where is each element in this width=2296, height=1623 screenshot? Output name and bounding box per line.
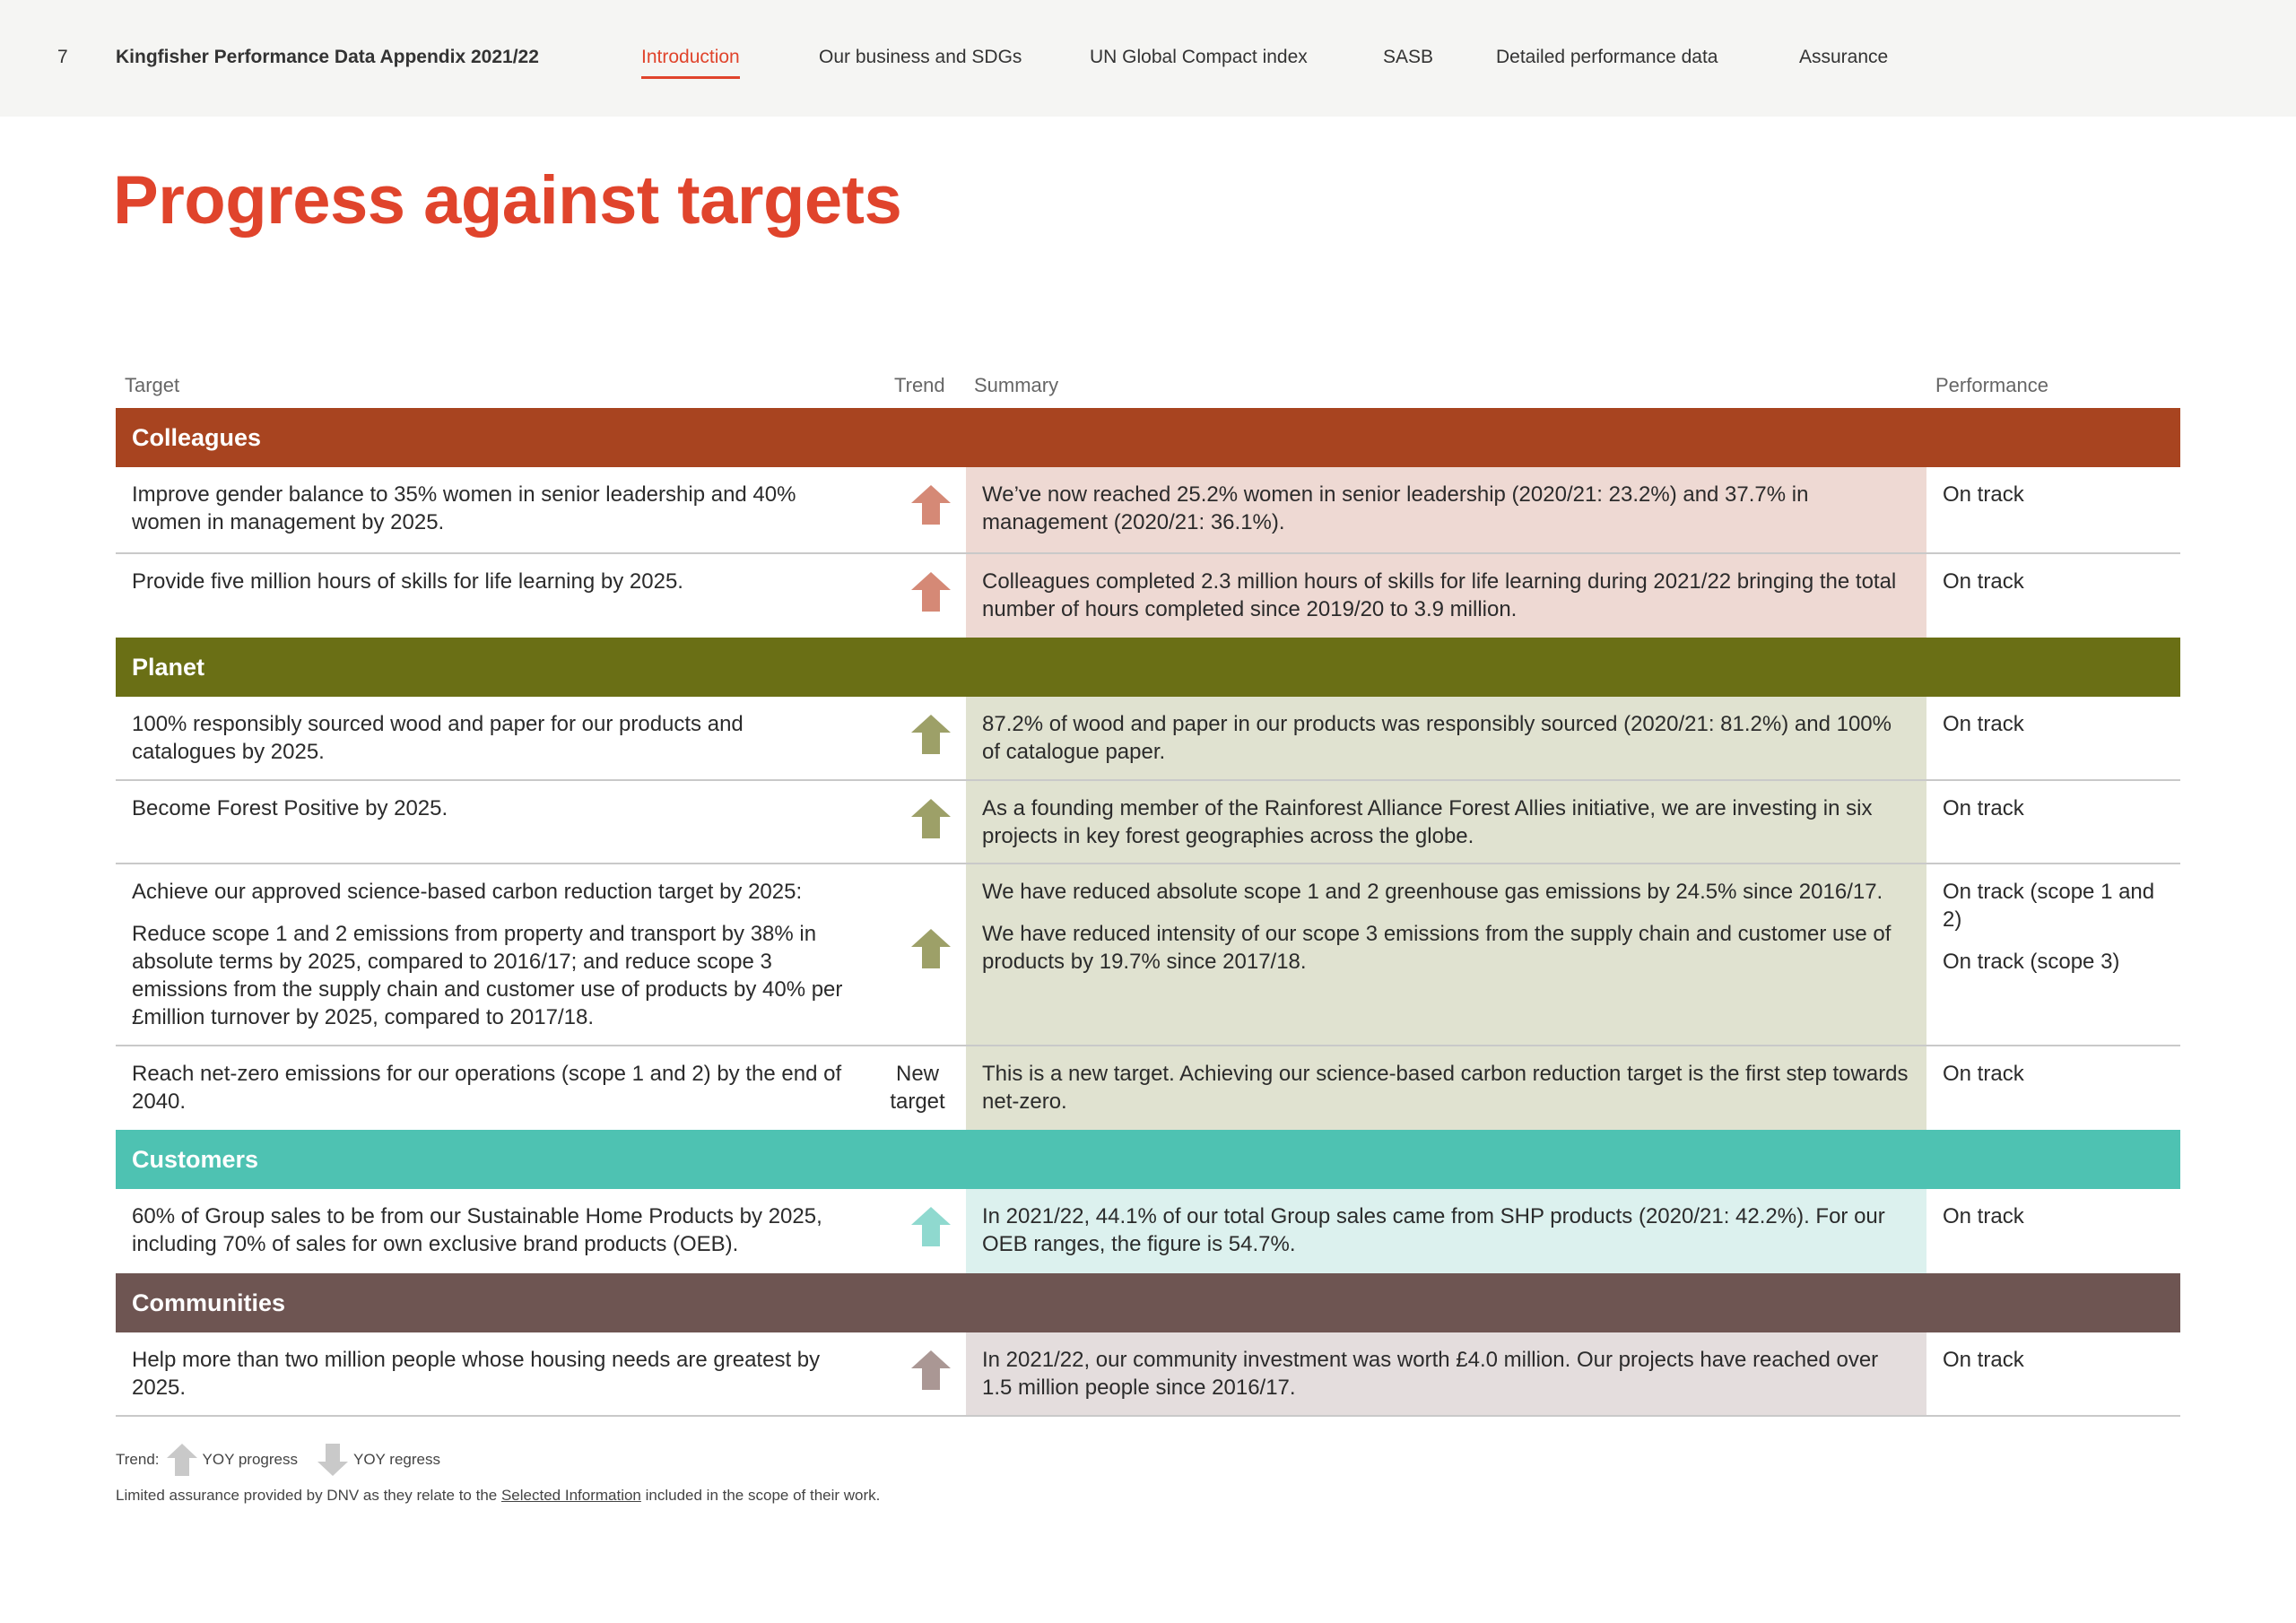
performance-cell: On track — [1943, 712, 2024, 736]
summary-cell: 87.2% of wood and paper in our products was responsibly sourced (2020/21: 81.2%) and 100% of catalogue paper. — [966, 697, 1926, 779]
summary-cell: We’ve now reached 25.2% women in senior leadership (2020/21: 23.2%) and 37.7% in management (2020/21: 36.1%). — [966, 467, 1926, 552]
performance-cell: On track — [1943, 796, 2024, 820]
up-arrow-icon — [911, 572, 951, 612]
page-number: 7 — [57, 47, 68, 67]
column-header-summary: Summary — [974, 374, 1059, 396]
performance-cell: On track — [1943, 569, 2024, 594]
summary-cell: Colleagues completed 2.3 million hours of skills for life learning during 2021/22 bringing the total number of hours completed since 2019/20 to 3.9 million. — [966, 554, 1926, 638]
assurance-note — [116, 1487, 880, 1505]
nav-un-global-compact-index[interactable]: UN Global Compact index — [1090, 47, 1308, 67]
up-arrow-icon — [911, 929, 951, 968]
target-cell: 100% responsibly sourced wood and paper for our products and catalogues by 2025. — [132, 712, 744, 764]
legend-progress — [167, 1444, 298, 1476]
up-arrow-icon — [911, 1350, 951, 1390]
trend-legend — [116, 1444, 440, 1476]
target-text: Reduce scope 1 and 2 emissions from property and transport by 38% in absolute terms by 2025, compared to 2016/17; and reduce scope 3 emissions from the supply chain and customer use of products by 40% per £million turnover by 2025, compared to 2017/18. — [132, 922, 843, 1029]
legend-label: Trend: — [116, 1451, 160, 1468]
column-header-trend: Trend — [894, 374, 945, 396]
summary-cell: In 2021/22, our community investment was worth £4.0 million. Our projects have reached over 1.5 million people since 2016/17. — [966, 1332, 1926, 1415]
target-cell: Improve gender balance to 35% women in senior leadership and 40% women in management by 2025. — [132, 482, 796, 534]
down-arrow-icon — [317, 1444, 348, 1476]
targets-table — [116, 408, 2180, 1417]
trend-new-target-label: New target — [890, 1062, 945, 1114]
nav-introduction[interactable]: Introduction — [641, 47, 740, 67]
table-row — [116, 467, 2180, 554]
nav-detailed-performance-data[interactable]: Detailed performance data — [1496, 47, 1718, 67]
document-title: Kingfisher Performance Data Appendix 2021/22 — [116, 47, 539, 67]
target-cell: Provide five million hours of skills for life learning by 2025. — [132, 569, 683, 594]
section-header-colleagues: Colleagues — [116, 408, 2180, 467]
section-header-communities: Communities — [116, 1273, 2180, 1332]
column-header-performance: Performance — [1935, 374, 2048, 396]
up-arrow-icon — [911, 485, 951, 525]
section-header-planet: Planet — [116, 638, 2180, 697]
target-cell — [116, 864, 869, 1045]
up-arrow-icon — [911, 715, 951, 754]
nav-our-business-and-sdgs[interactable]: Our business and SDGs — [819, 47, 1022, 67]
nav-sasb[interactable]: SASB — [1383, 47, 1434, 67]
summary-cell: In 2021/22, 44.1% of our total Group sales came from SHP products (2020/21: 42.2%). For our OEB ranges, the figure is 54.7%. — [966, 1189, 1926, 1273]
table-row — [116, 1046, 2180, 1130]
performance-cell: On track — [1943, 1062, 2024, 1086]
note-text: included in the scope of their work. — [645, 1487, 881, 1504]
section-header-customers: Customers — [116, 1130, 2180, 1189]
table-row — [116, 554, 2180, 638]
summary-cell — [966, 864, 1926, 1045]
target-cell: 60% of Group sales to be from our Sustainable Home Products by 2025, including 70% of sales for own exclusive brand products (OEB). — [132, 1204, 822, 1256]
table-row — [116, 1189, 2180, 1273]
performance-cell: On track — [1943, 1348, 2024, 1372]
table-row — [116, 781, 2180, 864]
performance-cell: On track — [1943, 482, 2024, 507]
target-cell: Reach net-zero emissions for our operations (scope 1 and 2) by the end of 2040. — [132, 1062, 842, 1114]
summary-text: We have reduced intensity of our scope 3 emissions from the supply chain and customer use of products by 19.7% since 2017/18. — [982, 922, 1892, 974]
selected-information-link[interactable]: Selected Information — [500, 1487, 641, 1504]
column-header-target: Target — [125, 374, 180, 396]
performance-text: On track (scope 1 and 2) — [1943, 880, 2155, 932]
note-text: Limited assurance provided by DNV as they relate to the — [116, 1487, 498, 1504]
legend-progress-label: YOY progress — [202, 1451, 298, 1468]
table-row — [116, 1332, 2180, 1417]
top-navigation-bar — [0, 0, 2296, 117]
page-title: Progress against targets — [113, 162, 902, 239]
target-cell: Help more than two million people whose housing needs are greatest by 2025. — [132, 1348, 821, 1400]
nav-assurance[interactable]: Assurance — [1799, 47, 1889, 67]
up-arrow-icon — [167, 1444, 197, 1476]
summary-cell: This is a new target. Achieving our science-based carbon reduction target is the first step towards net-zero. — [966, 1046, 1926, 1130]
target-cell: Become Forest Positive by 2025. — [132, 796, 448, 820]
performance-text: On track (scope 3) — [1943, 950, 2120, 974]
table-row — [116, 864, 2180, 1046]
summary-cell: As a founding member of the Rainforest Alliance Forest Allies initiative, we are investing in six projects in key forest geographies across the globe. — [966, 781, 1926, 863]
target-text: Achieve our approved science-based carbon reduction target by 2025: — [132, 880, 803, 904]
summary-text: We have reduced absolute scope 1 and 2 greenhouse gas emissions by 24.5% since 2016/17. — [982, 880, 1883, 904]
table-row — [116, 697, 2180, 781]
up-arrow-icon — [911, 799, 951, 838]
performance-cell — [1926, 864, 2180, 1045]
performance-cell: On track — [1943, 1204, 2024, 1228]
up-arrow-icon — [911, 1207, 951, 1246]
legend-regress — [317, 1444, 440, 1476]
legend-regress-label: YOY regress — [352, 1451, 440, 1468]
